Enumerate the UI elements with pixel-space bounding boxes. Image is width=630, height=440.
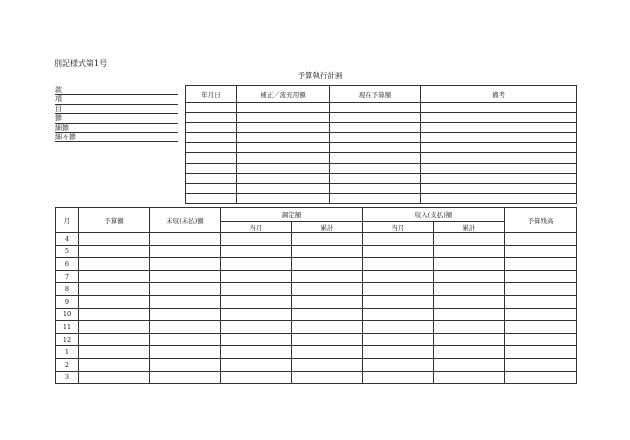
table-cell[interactable]	[421, 183, 577, 193]
table-cell[interactable]	[363, 245, 434, 258]
table-cell[interactable]	[150, 245, 221, 258]
table-row	[186, 173, 577, 183]
table-row	[56, 270, 577, 283]
table-cell[interactable]	[79, 283, 150, 296]
table-cell[interactable]	[150, 346, 221, 359]
month-label: 1	[56, 346, 79, 359]
table-cell[interactable]	[79, 308, 150, 321]
header-income-current: 当月	[363, 222, 434, 233]
table-cell[interactable]	[505, 295, 577, 308]
table-cell[interactable]	[221, 283, 292, 296]
table-cell[interactable]	[150, 258, 221, 271]
table-cell[interactable]	[421, 133, 577, 143]
table-cell[interactable]	[363, 295, 434, 308]
table-cell[interactable]	[150, 308, 221, 321]
table-cell[interactable]	[186, 123, 237, 133]
table-row	[56, 233, 577, 246]
table-cell[interactable]	[150, 333, 221, 346]
month-label: 4	[56, 233, 79, 246]
table-cell[interactable]	[221, 245, 292, 258]
table-row	[186, 103, 577, 113]
table-cell[interactable]	[363, 333, 434, 346]
table-cell[interactable]	[237, 103, 330, 113]
table-cell[interactable]	[221, 371, 292, 384]
table-cell[interactable]	[434, 283, 505, 296]
table-cell[interactable]	[186, 163, 237, 173]
table-cell[interactable]	[363, 358, 434, 371]
table-cell[interactable]	[150, 295, 221, 308]
table-cell[interactable]	[237, 173, 330, 183]
table-cell[interactable]	[421, 123, 577, 133]
table-row	[56, 346, 577, 359]
month-label: 7	[56, 270, 79, 283]
table-cell[interactable]	[79, 371, 150, 384]
table-cell[interactable]	[79, 270, 150, 283]
table-cell[interactable]	[150, 270, 221, 283]
table-cell[interactable]	[421, 103, 577, 113]
form-number: 別記様式第1号	[54, 59, 108, 68]
table-cell[interactable]	[237, 113, 330, 123]
table-row	[56, 283, 577, 296]
table-row	[186, 113, 577, 123]
table-cell[interactable]	[79, 358, 150, 371]
table-row	[186, 133, 577, 143]
table-cell[interactable]	[186, 113, 237, 123]
table-cell[interactable]	[434, 346, 505, 359]
table-cell[interactable]	[434, 358, 505, 371]
table-cell[interactable]	[237, 133, 330, 143]
table-cell[interactable]	[186, 143, 237, 153]
table-cell[interactable]	[292, 245, 363, 258]
table-cell[interactable]	[505, 245, 577, 258]
table-cell[interactable]	[237, 153, 330, 163]
table-row	[56, 321, 577, 334]
table-cell[interactable]	[434, 295, 505, 308]
table-cell[interactable]	[363, 321, 434, 334]
budget-category-labels	[55, 86, 178, 142]
table-row	[186, 163, 577, 173]
table-cell[interactable]	[330, 123, 421, 133]
month-label: 10	[56, 308, 79, 321]
table-cell[interactable]	[421, 163, 577, 173]
table-cell[interactable]	[421, 143, 577, 153]
table-cell[interactable]	[150, 371, 221, 384]
table-cell[interactable]	[79, 295, 150, 308]
table-row	[186, 183, 577, 193]
table-cell[interactable]	[292, 283, 363, 296]
table-cell[interactable]	[221, 270, 292, 283]
table-cell[interactable]	[237, 163, 330, 173]
table-cell[interactable]	[505, 233, 577, 246]
table-cell[interactable]	[292, 295, 363, 308]
table-cell[interactable]	[79, 245, 150, 258]
header-adjusted: 調定額	[221, 208, 363, 222]
table-cell[interactable]	[505, 258, 577, 271]
month-label: 3	[56, 371, 79, 384]
table-cell[interactable]	[505, 358, 577, 371]
label-saisetsu: 細節	[55, 124, 178, 133]
header-date: 年月日	[186, 86, 237, 103]
table-cell[interactable]	[505, 333, 577, 346]
table-cell[interactable]	[79, 346, 150, 359]
table-cell[interactable]	[330, 173, 421, 183]
table-cell[interactable]	[292, 258, 363, 271]
table-cell[interactable]	[330, 193, 421, 203]
table-cell[interactable]	[292, 333, 363, 346]
table-row	[186, 143, 577, 153]
table-row	[56, 245, 577, 258]
table-cell[interactable]	[434, 321, 505, 334]
table-cell[interactable]	[150, 321, 221, 334]
table-cell[interactable]	[221, 295, 292, 308]
table-cell[interactable]	[186, 183, 237, 193]
table-cell[interactable]	[150, 233, 221, 246]
table-cell[interactable]	[330, 143, 421, 153]
table-row	[186, 123, 577, 133]
table-cell[interactable]	[292, 233, 363, 246]
label-moku: 目	[55, 105, 178, 114]
table-row	[56, 295, 577, 308]
table-cell[interactable]	[421, 193, 577, 203]
table-cell[interactable]	[363, 308, 434, 321]
table-cell[interactable]	[237, 183, 330, 193]
header-income-cumulative: 累計	[434, 222, 505, 233]
table-cell[interactable]	[221, 333, 292, 346]
label-kou: 項	[55, 95, 178, 104]
header-income: 収入(支払)額	[363, 208, 505, 222]
table-cell[interactable]	[79, 258, 150, 271]
table-cell[interactable]	[434, 308, 505, 321]
label-kan: 款	[55, 86, 178, 95]
header-remarks: 備考	[421, 86, 577, 103]
month-label: 5	[56, 245, 79, 258]
label-setsu: 節	[55, 114, 178, 123]
month-label: 2	[56, 358, 79, 371]
label-saisaisetsu: 細々節	[55, 133, 178, 142]
table-row	[186, 193, 577, 203]
table-row	[186, 153, 577, 163]
table-cell[interactable]	[292, 308, 363, 321]
table-cell[interactable]	[505, 346, 577, 359]
table-cell[interactable]	[330, 133, 421, 143]
monthly-plan-table	[55, 207, 577, 384]
table-cell[interactable]	[150, 283, 221, 296]
table-cell[interactable]	[186, 153, 237, 163]
month-label: 9	[56, 295, 79, 308]
table-cell[interactable]	[363, 270, 434, 283]
table-cell[interactable]	[237, 143, 330, 153]
header-budget: 予算額	[79, 208, 150, 233]
table-cell[interactable]	[221, 308, 292, 321]
month-label: 11	[56, 321, 79, 334]
table-cell[interactable]	[434, 233, 505, 246]
table-cell[interactable]	[421, 113, 577, 123]
table-cell[interactable]	[292, 321, 363, 334]
table-cell[interactable]	[237, 123, 330, 133]
header-amendment-amount: 補正／流充用額	[237, 86, 330, 103]
table-cell[interactable]	[363, 346, 434, 359]
header-unpaid: 未収(未払)額	[150, 208, 221, 233]
table-cell[interactable]	[186, 173, 237, 183]
table-row	[56, 358, 577, 371]
table-cell[interactable]	[505, 270, 577, 283]
table-cell[interactable]	[505, 308, 577, 321]
table-cell[interactable]	[221, 346, 292, 359]
header-current-budget: 現在予算額	[330, 86, 421, 103]
table-cell[interactable]	[421, 173, 577, 183]
table-cell[interactable]	[434, 258, 505, 271]
table-cell[interactable]	[363, 371, 434, 384]
table-cell[interactable]	[421, 153, 577, 163]
header-remaining: 予算残高	[505, 208, 577, 233]
table-cell[interactable]	[292, 371, 363, 384]
table-row	[56, 371, 577, 384]
table-cell[interactable]	[330, 153, 421, 163]
table-cell[interactable]	[363, 283, 434, 296]
table-cell[interactable]	[186, 133, 237, 143]
table-cell[interactable]	[292, 346, 363, 359]
header-adjusted-current: 当月	[221, 222, 292, 233]
table-cell[interactable]	[221, 258, 292, 271]
table-cell[interactable]	[505, 371, 577, 384]
table-cell[interactable]	[186, 103, 237, 113]
table-cell[interactable]	[292, 270, 363, 283]
table-cell[interactable]	[221, 321, 292, 334]
header-adjusted-cumulative: 累計	[292, 222, 363, 233]
table-cell[interactable]	[237, 193, 330, 203]
table-cell[interactable]	[330, 103, 421, 113]
table-cell[interactable]	[79, 321, 150, 334]
table-row	[56, 258, 577, 271]
table-cell[interactable]	[363, 258, 434, 271]
table-cell[interactable]	[79, 233, 150, 246]
table-cell[interactable]	[221, 358, 292, 371]
table-cell[interactable]	[186, 193, 237, 203]
table-cell[interactable]	[150, 358, 221, 371]
table-cell[interactable]	[330, 183, 421, 193]
table-cell[interactable]	[330, 113, 421, 123]
table-cell[interactable]	[505, 283, 577, 296]
table-cell[interactable]	[434, 270, 505, 283]
table-cell[interactable]	[434, 245, 505, 258]
table-cell[interactable]	[330, 163, 421, 173]
document-title: 予算執行計画	[297, 71, 343, 80]
month-label: 12	[56, 333, 79, 346]
amendment-table	[185, 85, 577, 204]
month-label: 6	[56, 258, 79, 271]
table-row	[56, 333, 577, 346]
table-row	[56, 308, 577, 321]
table-cell[interactable]	[434, 333, 505, 346]
month-label: 8	[56, 283, 79, 296]
table-cell[interactable]	[434, 371, 505, 384]
table-cell[interactable]	[363, 233, 434, 246]
table-cell[interactable]	[221, 233, 292, 246]
table-cell[interactable]	[505, 321, 577, 334]
table-cell[interactable]	[292, 358, 363, 371]
header-month: 月	[56, 208, 79, 233]
table-cell[interactable]	[79, 333, 150, 346]
